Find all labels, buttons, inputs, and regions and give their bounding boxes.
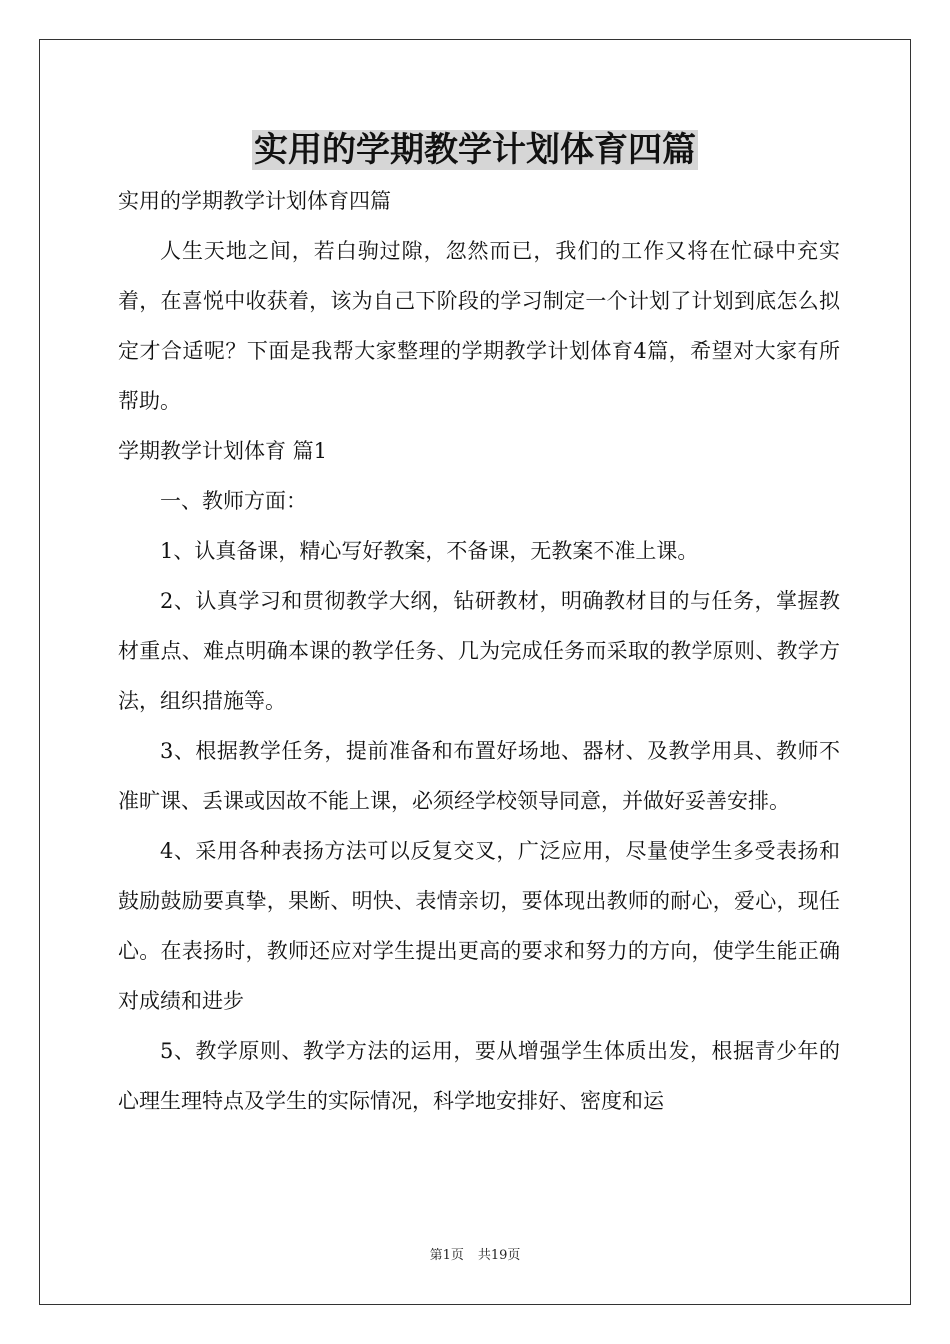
paragraph: 一、教师方面： [160, 489, 307, 513]
paragraph: 2、认真学习和贯彻教学大纲，钻研教材，明确教材目的与任务，掌握教材重点、难点明确本课的教学任务、几为完成任务而采取的教学原则、教学方法，组织措施等。 [118, 589, 840, 713]
paragraph: 3、根据教学任务，提前准备和布置好场地、器材、及教学用具、教师不准旷课、丢课或因故不能上课，必须经学校领导同意，并做好妥善安排。 [118, 739, 840, 813]
paragraph: 1、认真备课，精心写好教案，不备课，无教案不准上课。 [160, 539, 699, 563]
document-body [118, 176, 840, 1126]
document-title [0, 128, 950, 172]
paragraph: 4、采用各种表扬方法可以反复交叉，广泛应用，尽量使学生多受表扬和鼓励鼓励要真挚，果断、明快、表情亲切，要体现出教师的耐心，爱心，现任心。在表扬时，教师还应对学生提出更高的要求和努力的方向，使学生能正确对成绩和进步 [118, 839, 840, 1013]
page-total: 共19页 [477, 1248, 521, 1263]
page-number: 第1页 [429, 1248, 464, 1263]
document-title-text: 实用的学期教学计划体育四篇 [254, 130, 696, 170]
page-footer [0, 1248, 950, 1264]
section-heading: 学期教学计划体育 篇1 [118, 439, 328, 463]
paragraph: 实用的学期教学计划体育四篇 [118, 189, 391, 213]
paragraph: 人生天地之间，若白驹过隙，忽然而已，我们的工作又将在忙碌中充实着，在喜悦中收获着，该为自己下阶段的学习制定一个计划了计划到底怎么拟定才合适呢？下面是我帮大家整理的学期教学计划体育4篇，希望对大家有所帮助。 [118, 239, 840, 413]
paragraph: 5、教学原则、教学方法的运用，要从增强学生体质出发，根据青少年的心理生理特点及学生的实际情况，科学地安排好、密度和运 [118, 1039, 840, 1113]
